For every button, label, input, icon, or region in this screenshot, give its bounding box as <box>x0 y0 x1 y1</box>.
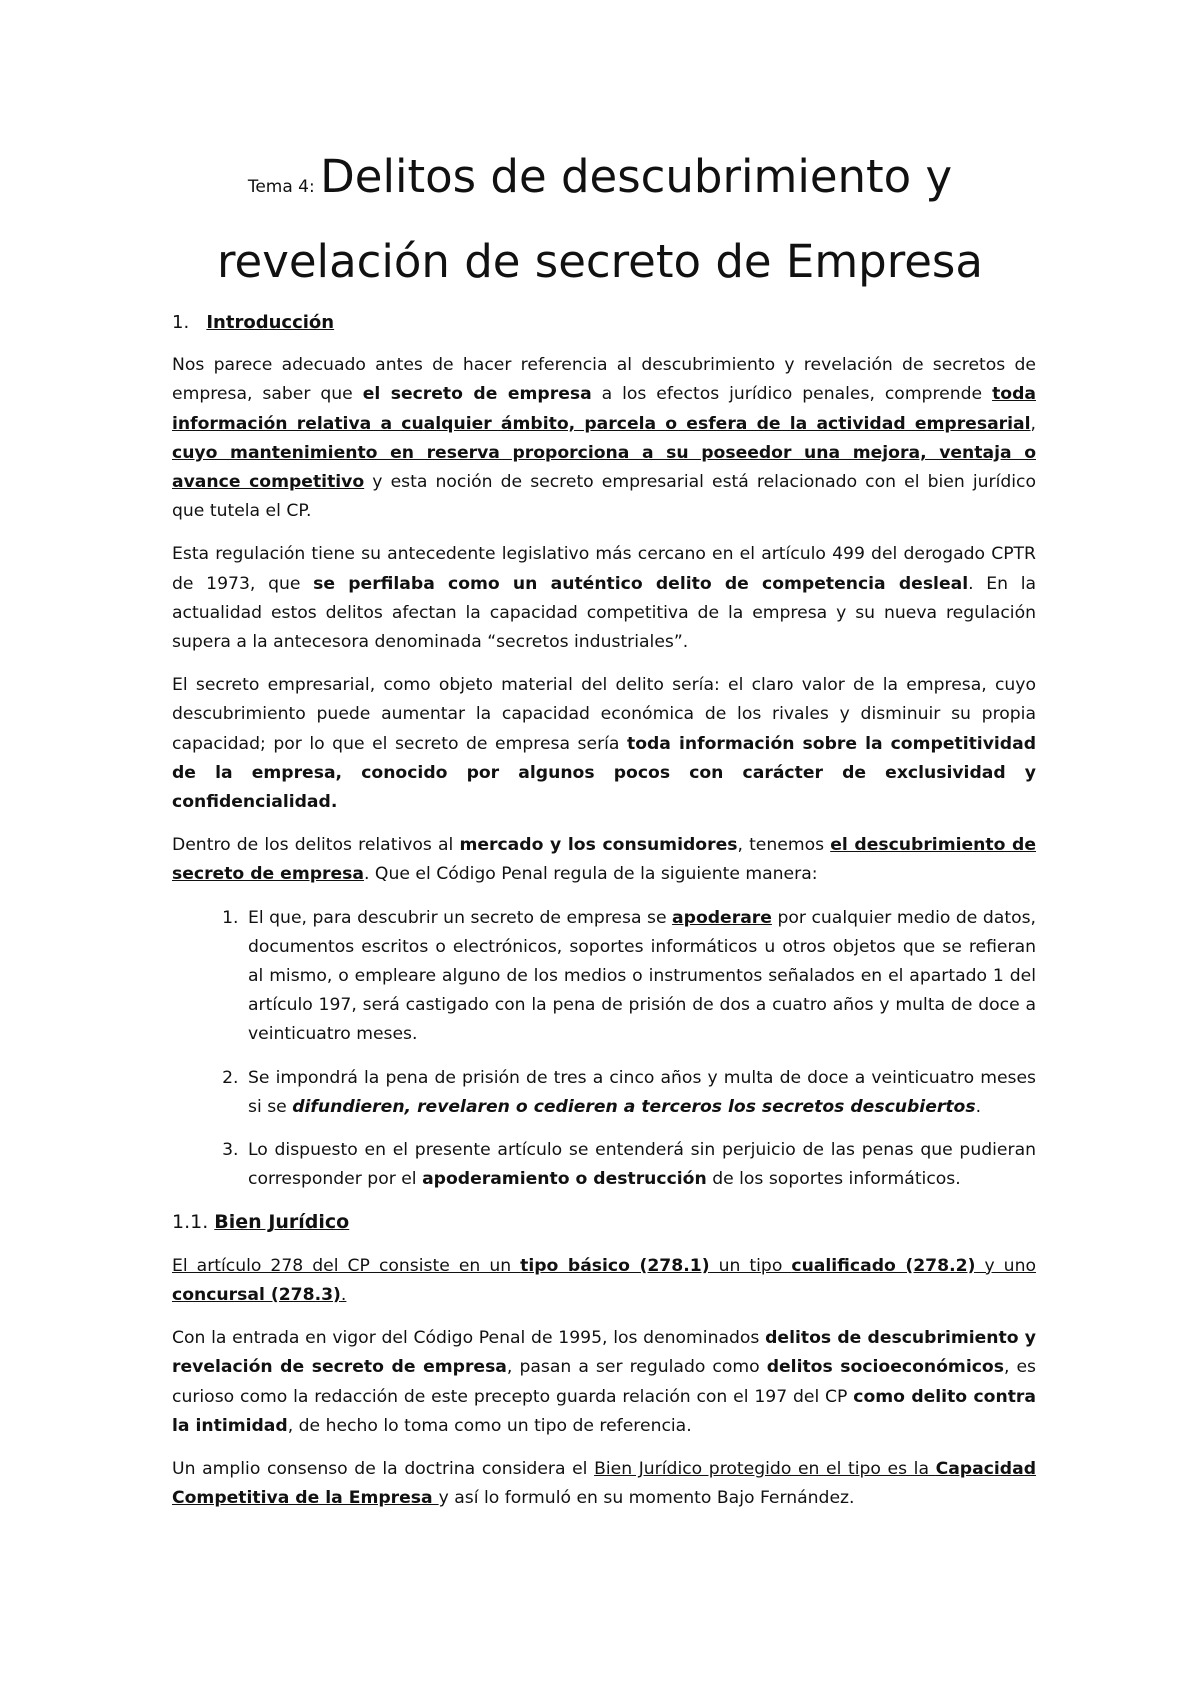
section-heading-bien-juridico <box>172 1208 1036 1237</box>
bold-run: concursal (278.3) <box>172 1284 341 1305</box>
paragraph-2 <box>172 540 1036 657</box>
paragraph-1 <box>172 351 1036 526</box>
text-run: un tipo <box>709 1255 792 1276</box>
paragraph-4 <box>172 831 1036 889</box>
bold-italic-run: difundieren, revelaren o cedieren a terceros los secretos descubiertos <box>292 1096 976 1117</box>
document-title <box>160 145 1040 301</box>
bold-run: toda información sobre la competitividad de la empresa, conocido por algunos pocos con carácter de exclusividad y confidencialidad. <box>172 733 1036 813</box>
bold-run: como delito contra la intimidad <box>172 1386 1036 1436</box>
text-run: El secreto empresarial, como objeto material del delito sería: el claro valor de la empresa, cuyo descubrimiento puede aumentar la capacidad económica de los rivales y disminuir su propia capacidad; por lo que el secreto de empresa sería <box>172 675 1036 754</box>
bold-run: delitos socioeconómicos <box>766 1357 1004 1378</box>
text-run: por cualquier medio de datos, documentos escritos o electrónicos, soportes informáticos u otros objetos que se refieran al mismo, o empleare alguno de los medios o instrumentos señalados en el apartado 1 del artículo 197, será castigado con la pena de prisión de dos a cuatro años y multa de doce a veinticuatro meses. <box>248 907 1037 1045</box>
bold-run: apoderamiento o destrucción <box>422 1169 707 1190</box>
bold-underline-run: cuyo mantenimiento en reserva proporciona a su poseedor una mejora, ventaja o avance competitivo <box>172 442 1036 493</box>
text-run: y uno <box>975 1255 1036 1276</box>
text-run: , <box>1030 413 1036 434</box>
title-main-line-2: revelación de secreto de Empresa <box>217 235 983 288</box>
text-run: . En la actualidad estos delitos afectan la capacidad competitiva de la empresa y su nueva regulación supera a la antecesora denominada “secretos industriales”. <box>172 573 1037 653</box>
text-run: . <box>975 1096 982 1117</box>
text-run: y así lo formuló en su momento Bajo Fernández. <box>438 1488 855 1509</box>
text-run: Con la entrada en vigor del Código Penal de 1995, los denominados <box>172 1328 766 1349</box>
text-run: Esta regulación tiene su antecedente legislativo más cercano en el artículo 499 del derogado CPTR de 1973, que <box>172 544 1036 594</box>
text-run: , pasan a ser regulado como <box>506 1357 767 1378</box>
bold-underline-run: apoderare <box>672 907 772 928</box>
text-run: Un amplio consenso de la doctrina considera el <box>172 1458 595 1479</box>
bold-run: tipo básico (278.1) <box>520 1255 710 1276</box>
paragraph-5 <box>172 1252 1036 1310</box>
bold-underline-run: Capacidad Competitiva de la Empresa <box>172 1458 1036 1509</box>
text-run: Nos parece adecuado antes de hacer referencia al descubrimiento y revelación de secretos de empresa, saber que <box>172 355 1036 405</box>
title-line-1 <box>160 145 1040 219</box>
text-run: Dentro de los delitos relativos al <box>172 835 460 856</box>
law-article-list <box>172 904 1036 1195</box>
bold-underline-run: toda información relativa a cualquier ámbito, parcela o esfera de la actividad empresarial <box>172 384 1036 434</box>
document-body <box>172 308 1036 1527</box>
text-run: , de hecho lo toma como un tipo de referencia. <box>287 1415 692 1436</box>
text-run: El artículo 278 del CP consiste en un <box>172 1255 521 1276</box>
section-number: 1.1. <box>172 1211 215 1234</box>
bold-run: delitos de descubrimiento y revelación de secreto de empresa <box>172 1328 1037 1378</box>
text-run: . Que el Código Penal regula de la siguiente manera: <box>364 864 818 885</box>
text-run: . <box>340 1284 347 1305</box>
text-run: Lo dispuesto en el presente artículo se entenderá sin perjuicio de las penas que pudieran corresponder por el <box>248 1140 1036 1190</box>
paragraph-6 <box>172 1324 1036 1441</box>
text-run: , es curioso como la redacción de este precepto guarda relación con el 197 del CP <box>172 1357 1037 1407</box>
bold-underline-run: el descubrimiento de secreto de empresa <box>172 835 1037 885</box>
list-item <box>244 904 1036 1050</box>
text-run: Se impondrá la pena de prisión de tres a cinco años y multa de doce a veinticuatro meses si se <box>248 1067 1036 1117</box>
section-title: Bien Jurídico <box>214 1211 350 1234</box>
section-heading-introduccion <box>172 308 1036 337</box>
text-run: a los efectos jurídico penales, comprende <box>591 384 993 405</box>
text-run: de los soportes informáticos. <box>706 1169 961 1190</box>
section-number: 1. <box>172 312 190 333</box>
list-item <box>244 1064 1036 1122</box>
section-title: Introducción <box>206 312 335 333</box>
text-run: y esta noción de secreto empresarial está relacionado con el bien jurídico que tutela el CP. <box>172 472 1036 522</box>
underline-run: Bien Jurídico protegido en el tipo es la <box>594 1458 936 1479</box>
text-run: , tenemos <box>737 835 831 856</box>
title-main-line-1: Delitos de descubrimiento y <box>320 150 953 203</box>
title-prefix: Tema 4: <box>247 177 321 197</box>
paragraph-3 <box>172 671 1036 817</box>
bold-run: cualificado (278.2) <box>791 1255 976 1276</box>
text-run: El que, para descubrir un secreto de empresa se <box>248 907 673 928</box>
paragraph-7 <box>172 1455 1036 1513</box>
list-item <box>244 1136 1036 1194</box>
bold-run: se perfilaba como un auténtico delito de competencia desleal <box>313 573 969 594</box>
bold-run: mercado y los consumidores <box>459 835 738 856</box>
bold-run: el secreto de empresa <box>362 384 592 405</box>
